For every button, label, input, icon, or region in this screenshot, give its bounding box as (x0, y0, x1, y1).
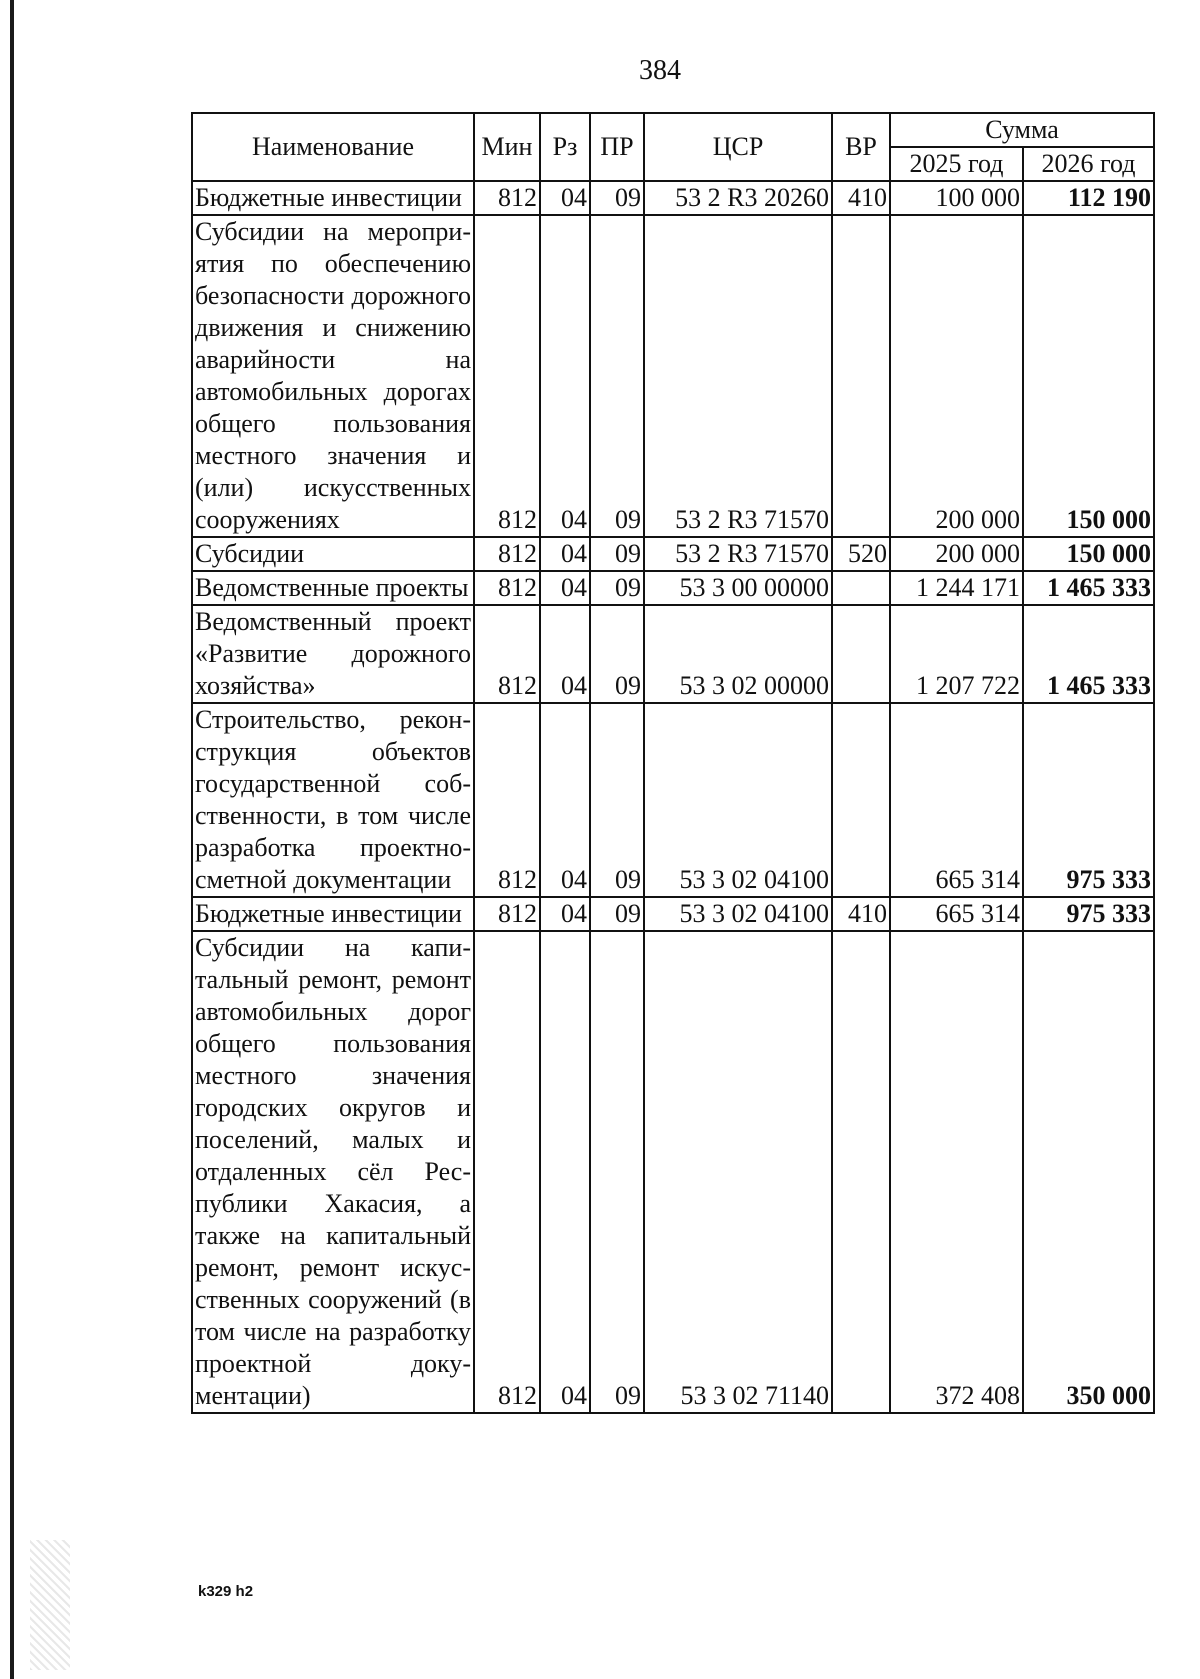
cell-y2026: 150 000 (1023, 215, 1154, 537)
cell-vr (832, 605, 890, 703)
table-row (192, 703, 1154, 897)
cell-vr (832, 931, 890, 1413)
cell-y2025: 1 244 171 (890, 571, 1023, 605)
cell-rz: 04 (540, 215, 590, 537)
cell-min: 812 (474, 931, 540, 1413)
cell-min: 812 (474, 605, 540, 703)
table-row (192, 931, 1154, 1413)
cell-name: Ведомственные проекты (192, 571, 474, 605)
cell-pr: 09 (590, 181, 644, 215)
cell-csr: 53 2 R3 71570 (644, 215, 832, 537)
cell-y2026: 1 465 333 (1023, 571, 1154, 605)
cell-min: 812 (474, 897, 540, 931)
cell-rz: 04 (540, 181, 590, 215)
footer-code: k329 h2 (198, 1583, 254, 1600)
scan-noise (30, 1540, 70, 1670)
cell-min: 812 (474, 215, 540, 537)
cell-pr: 09 (590, 605, 644, 703)
cell-min: 812 (474, 537, 540, 571)
cell-rz: 04 (540, 537, 590, 571)
header-name: Наименование (192, 113, 474, 181)
cell-vr (832, 215, 890, 537)
cell-name: Субсидии (192, 537, 474, 571)
cell-vr: 410 (832, 181, 890, 215)
cell-y2025: 1 207 722 (890, 605, 1023, 703)
table-row (192, 605, 1154, 703)
cell-y2025: 665 314 (890, 703, 1023, 897)
table-row (192, 215, 1154, 537)
cell-y2025: 100 000 (890, 181, 1023, 215)
cell-csr: 53 3 02 00000 (644, 605, 832, 703)
cell-y2026: 150 000 (1023, 537, 1154, 571)
table-row (192, 571, 1154, 605)
cell-min: 812 (474, 703, 540, 897)
cell-rz: 04 (540, 703, 590, 897)
cell-rz: 04 (540, 897, 590, 931)
cell-y2026: 975 333 (1023, 897, 1154, 931)
scan-left-edge (10, 0, 14, 1679)
cell-pr: 09 (590, 537, 644, 571)
cell-vr: 410 (832, 897, 890, 931)
cell-y2026: 350 000 (1023, 931, 1154, 1413)
header-2026: 2026 год (1023, 147, 1154, 181)
cell-name: Бюджетные инвестиции (192, 181, 474, 215)
cell-min: 812 (474, 571, 540, 605)
cell-pr: 09 (590, 931, 644, 1413)
cell-name: Строительство, реконструкция объектов государственной собственности, в том числе разработка проектно-сметной документации (192, 703, 474, 897)
cell-csr: 53 3 02 04100 (644, 703, 832, 897)
cell-rz: 04 (540, 605, 590, 703)
table-body (192, 181, 1154, 1413)
cell-y2025: 200 000 (890, 537, 1023, 571)
cell-csr: 53 3 02 71140 (644, 931, 832, 1413)
cell-csr: 53 2 R3 71570 (644, 537, 832, 571)
cell-vr (832, 571, 890, 605)
cell-vr: 520 (832, 537, 890, 571)
cell-min: 812 (474, 181, 540, 215)
cell-pr: 09 (590, 897, 644, 931)
header-pr: ПР (590, 113, 644, 181)
table-row (192, 537, 1154, 571)
cell-name: Субсидии на мероприятия по обеспечению безопасности дорожного движения и снижению аварийности на автомобильных дорогах общего пользования местного значения и (или) искусственных сооружениях (192, 215, 474, 537)
header-sum: Сумма (890, 113, 1154, 147)
header-rz: Рз (540, 113, 590, 181)
table-row (192, 897, 1154, 931)
cell-csr: 53 3 02 04100 (644, 897, 832, 931)
cell-name: Субсидии на капитальный ремонт, ремонт автомобильных дорог общего пользования местного значения городских округов и поселений, малых и отдаленных сёл Республики Хакасия, а также на капитальный ремонт, ремонт искусственных сооружений (в том числе на разработку проектной документации) (192, 931, 474, 1413)
cell-pr: 09 (590, 571, 644, 605)
cell-y2025: 372 408 (890, 931, 1023, 1413)
cell-pr: 09 (590, 703, 644, 897)
cell-rz: 04 (540, 571, 590, 605)
cell-csr: 53 2 R3 20260 (644, 181, 832, 215)
budget-table (191, 112, 1155, 1414)
cell-csr: 53 3 00 00000 (644, 571, 832, 605)
cell-rz: 04 (540, 931, 590, 1413)
cell-y2025: 665 314 (890, 897, 1023, 931)
page-number: 384 (639, 55, 681, 86)
cell-y2026: 112 190 (1023, 181, 1154, 215)
cell-name: Ведомственный проект «Развитие дорожного хозяйства» (192, 605, 474, 703)
table-row (192, 181, 1154, 215)
cell-y2025: 200 000 (890, 215, 1023, 537)
cell-pr: 09 (590, 215, 644, 537)
header-min: Мин (474, 113, 540, 181)
header-vr: ВР (832, 113, 890, 181)
header-2025: 2025 год (890, 147, 1023, 181)
header-csr: ЦСР (644, 113, 832, 181)
cell-y2026: 975 333 (1023, 703, 1154, 897)
cell-vr (832, 703, 890, 897)
cell-name: Бюджетные инвестиции (192, 897, 474, 931)
cell-y2026: 1 465 333 (1023, 605, 1154, 703)
